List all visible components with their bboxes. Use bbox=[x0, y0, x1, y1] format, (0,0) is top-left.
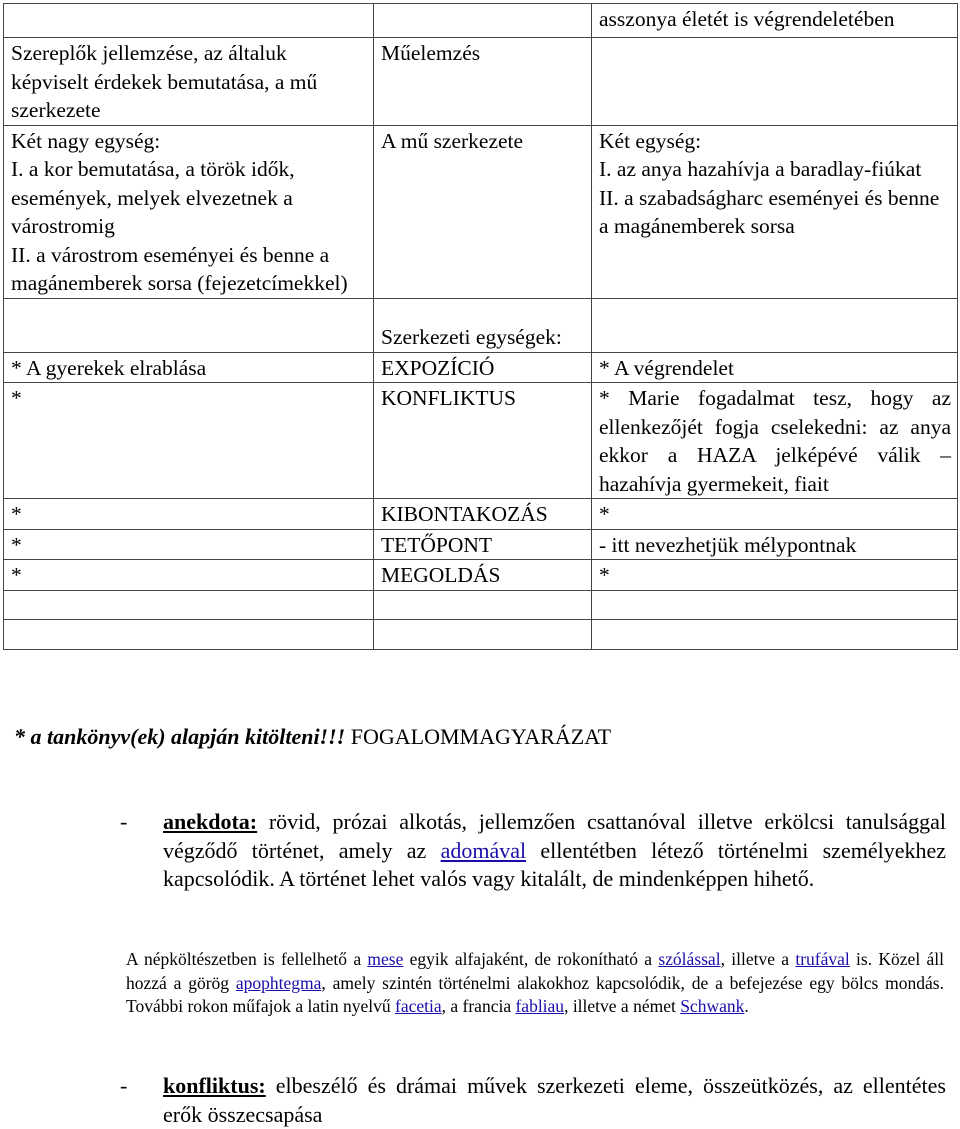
table-cell bbox=[592, 590, 958, 619]
table-cell: * bbox=[592, 499, 958, 530]
table-cell bbox=[592, 38, 958, 126]
table-row bbox=[4, 619, 958, 649]
paragraph-text: , amely szintén történelmi alakokhoz kapcsolódik, de a befejezése egy bölcs mondás. További rokon műfajok a latin nyelvű bbox=[126, 972, 944, 1017]
table-cell: TETŐPONT bbox=[374, 529, 592, 560]
table-cell: - itt nevezhetjük mélypontnak bbox=[592, 529, 958, 560]
table-cell bbox=[4, 4, 374, 38]
definition-body bbox=[163, 808, 946, 894]
link-apophtegma[interactable]: apophtegma bbox=[235, 972, 322, 993]
table-cell: * bbox=[4, 383, 374, 499]
link-adoma[interactable]: adomával bbox=[440, 837, 527, 863]
paragraph-text: A népköltészetben is fellelhető a bbox=[126, 949, 368, 969]
table-row bbox=[4, 38, 958, 126]
table-cell: * A gyerekek elrablása bbox=[4, 352, 374, 383]
table-cell bbox=[374, 4, 592, 38]
table-cell bbox=[4, 298, 374, 352]
definition-text: elbeszélő és drámai művek szerkezeti eleme, összeütközés, az ellentétes erők összecsapása bbox=[163, 1073, 946, 1127]
table-cell bbox=[592, 298, 958, 352]
table-cell: A mű szerkezete bbox=[374, 125, 592, 298]
definition-anekdota bbox=[120, 808, 946, 894]
table-cell: KONFLIKTUS bbox=[374, 383, 592, 499]
paragraph-text: . bbox=[744, 996, 749, 1017]
table-row bbox=[4, 560, 958, 591]
link-schwank[interactable]: Schwank bbox=[680, 996, 745, 1017]
list-dash: - bbox=[120, 1073, 128, 1098]
definition-term: konfliktus: bbox=[163, 1073, 266, 1098]
table-cell: * Marie fogadalmat tesz, hogy az ellenkezőjét fogja cselekedni: az anya ekkor a HAZA jelképévé válik – hazahívja gyermekeit, fiait bbox=[592, 383, 958, 499]
paragraph-text: is. Közel áll hozzá a görög bbox=[126, 949, 944, 993]
analysis-table bbox=[3, 3, 958, 650]
table-cell: Két nagy egység: I. a kor bemutatása, a török idők, események, melyek elvezetnek a várostromig II. a várostrom eseményei és benne a magánemberek sorsa (fejezetcímekkel) bbox=[4, 125, 374, 298]
definition-body bbox=[163, 1072, 946, 1129]
table-row bbox=[4, 125, 958, 298]
link-mese[interactable]: mese bbox=[367, 949, 404, 969]
table-row bbox=[4, 298, 958, 352]
note-emphasis: * a tankönyv(ek) alapján kitölteni!!! bbox=[14, 724, 346, 749]
table-row bbox=[4, 529, 958, 560]
definition-term: anekdota: bbox=[163, 809, 258, 834]
paragraph-text: , illetve a német bbox=[564, 996, 681, 1017]
table-cell bbox=[4, 590, 374, 619]
table-cell: KIBONTAKOZÁS bbox=[374, 499, 592, 530]
table-cell bbox=[592, 619, 958, 649]
table-cell: EXPOZÍCIÓ bbox=[374, 352, 592, 383]
table-row bbox=[4, 499, 958, 530]
table-cell: Műelemzés bbox=[374, 38, 592, 126]
table-cell: asszonya életét is végrendeletében bbox=[592, 4, 958, 38]
table-row bbox=[4, 590, 958, 619]
table-cell: * bbox=[4, 560, 374, 591]
table-cell: * bbox=[592, 560, 958, 591]
table-cell bbox=[4, 619, 374, 649]
paragraph-text: , a francia bbox=[441, 996, 516, 1017]
anekdota-paragraph bbox=[126, 948, 944, 1019]
table-row bbox=[4, 352, 958, 383]
table-cell: Szereplők jellemzése, az általuk képviselt érdekek bemutatása, a mű szerkezete bbox=[4, 38, 374, 126]
table-cell: * bbox=[4, 529, 374, 560]
table-cell bbox=[374, 590, 592, 619]
link-facetia[interactable]: facetia bbox=[395, 996, 442, 1017]
table-cell: MEGOLDÁS bbox=[374, 560, 592, 591]
paragraph-text: egyik alfajaként, de rokonítható a bbox=[403, 949, 659, 969]
link-trufa[interactable]: trufával bbox=[795, 949, 850, 969]
definition-text: rövid, prózai alkotás, jellemzően csattanóval illetve erkölcsi tanulsággal végződő történet, amely az bbox=[163, 809, 946, 863]
table-row bbox=[4, 4, 958, 38]
table-cell: * A végrendelet bbox=[592, 352, 958, 383]
list-dash: - bbox=[120, 809, 128, 834]
table-cell: Két egység: I. az anya hazahívja a baradlay-fiúkat II. a szabadságharc eseményei és benne a magánemberek sorsa bbox=[592, 125, 958, 298]
link-szolas[interactable]: szólással bbox=[658, 949, 721, 969]
link-fabliau[interactable]: fabliau bbox=[515, 996, 565, 1017]
table-row bbox=[4, 383, 958, 499]
table-cell: Szerkezeti egységek: bbox=[374, 298, 592, 352]
definition-konfliktus bbox=[120, 1072, 946, 1129]
table-cell: * bbox=[4, 499, 374, 530]
paragraph-text: , illetve a bbox=[720, 949, 796, 969]
definition-text: ellentétben létező történelmi személyekhez kapcsolódik. A történet lehet valós vagy kitalált, de mindenképpen hihető. bbox=[163, 837, 946, 891]
table-cell bbox=[374, 619, 592, 649]
fill-in-note bbox=[14, 722, 944, 752]
section-heading: FOGALOMMAGYARÁZAT bbox=[345, 724, 612, 749]
